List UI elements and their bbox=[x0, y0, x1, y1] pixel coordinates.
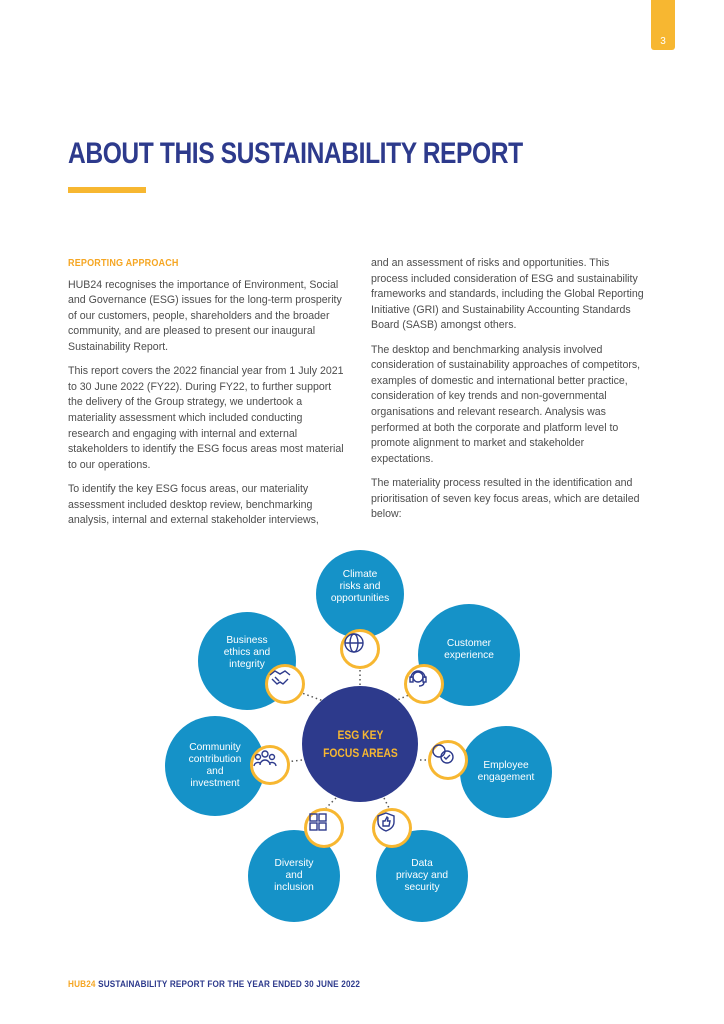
focus-area-climate: Climate risks and opportunities bbox=[316, 550, 404, 638]
paragraph: This report covers the 2022 financial year from 1 July 2021 to 30 June 2022 (FY22). During FY22, to further support the delivery of the Group strategy, we undertook a materiality assessment which included conducting research and engaging with internal and external stakeholders to identify the ESG focus areas most material to our operations. bbox=[68, 365, 344, 471]
paragraph: HUB24 recognises the importance of Environment, Social and Governance (ESG) issues for the long-term prosperity of our customers, people, shareholders and the broader community, and are pleased to present our inaugural Sustainability Report. bbox=[68, 278, 342, 353]
focus-area-customer: Customer experience bbox=[418, 604, 520, 706]
chat-question-icon bbox=[428, 740, 468, 780]
globe-icon bbox=[340, 629, 380, 669]
page-footer bbox=[68, 979, 360, 990]
paragraph: and an assessment of risks and opportunities. This process included consideration of ESG and sustainability frameworks and standards, including the Global Reporting Initiative (GRI) and Sustainability Accounting Standards Board (SASB) amongst others. bbox=[371, 257, 644, 332]
focus-area-diversity: Diversity and inclusion bbox=[248, 830, 340, 922]
right-column bbox=[371, 256, 647, 531]
left-column bbox=[68, 256, 344, 537]
people-group-icon bbox=[250, 745, 290, 785]
focus-area-community: Community contribution and investment bbox=[165, 716, 265, 816]
paragraph: The desktop and benchmarking analysis involved consideration of sustainability approaches of competitors, examples of domestic and international better practice, consideration of key trends and non-governmental organisations and relevant research. Analysis was performed at both the corporate and platform level to promote alignment to market and stakeholder expectations. bbox=[371, 343, 641, 465]
page-number: 3 bbox=[660, 36, 666, 47]
page-number-tab bbox=[651, 0, 675, 50]
paragraph: To identify the key ESG focus areas, our materiality assessment included desktop review, benchmarking analysis, internal and external stakeholder interviews, bbox=[68, 482, 319, 527]
footer-brand: HUB24 bbox=[68, 979, 96, 990]
headset-icon bbox=[404, 664, 444, 704]
puzzle-icon bbox=[304, 808, 344, 848]
focus-area-data: Data privacy and security bbox=[376, 830, 468, 922]
footer-text: SUSTAINABILITY REPORT FOR THE YEAR ENDED 30 JUNE 2022 bbox=[98, 979, 361, 990]
handshake-icon bbox=[265, 664, 305, 704]
focus-area-employee: Employee engagement bbox=[460, 726, 552, 818]
center-label-line2: FOCUS AREAS bbox=[322, 746, 398, 760]
esg-focus-areas-diagram bbox=[0, 540, 724, 940]
page-title: ABOUT THIS SUSTAINABILITY REPORT bbox=[68, 137, 523, 170]
shield-thumbs-up-icon bbox=[372, 808, 412, 848]
focus-area-ethics: Business ethics and integrity bbox=[198, 612, 296, 710]
center-circle bbox=[302, 686, 418, 802]
paragraph: The materiality process resulted in the identification and prioritisation of seven key focus areas, which are detailed below: bbox=[371, 476, 640, 521]
center-label-line1: ESG KEY bbox=[337, 728, 383, 742]
section-heading: REPORTING APPROACH bbox=[68, 257, 179, 269]
title-underline bbox=[68, 187, 146, 193]
